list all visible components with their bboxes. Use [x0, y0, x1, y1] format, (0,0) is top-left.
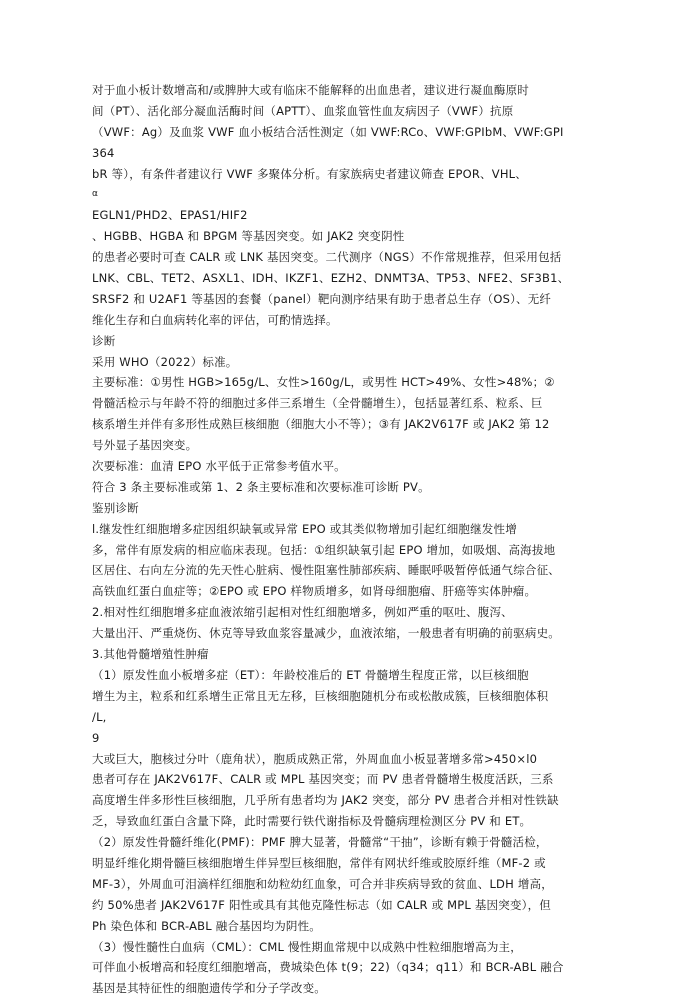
- text-line: l.继发性红细胞增多症因组织缺氧或异常 EPO 或其类似物增加引起红细胞继发性增: [92, 521, 517, 536]
- text-line: 明显纤维化期骨髓巨核细胞增生伴异型巨核细胞，常伴有网状纤维或胶原纤维（MF-2 或: [92, 855, 546, 870]
- text-line: SRSF2 和 U2AF1 等基因的套餐（panel）靶向测序结果有助于患者总生存（OS）、无纤: [92, 291, 552, 306]
- text-line: 对于血小板计数增高和/或脾肿大或有临床不能解释的出血患者，建议进行凝血酶原时: [92, 83, 529, 97]
- text-line: 号外显子基因突变。: [92, 438, 198, 453]
- text-line: LNK、CBL、TET2、ASXL1、IDH、IKZF1、EZH2、DNMT3A、TP53、NFE2、SF3B1、: [92, 271, 570, 286]
- text-line: 采用 WHO（2022）标准。: [92, 354, 238, 369]
- text-line: （1）原发性血小板增多症（ET）：年龄校准后的 ET 骨髓增生程度正常，以巨核细胞: [92, 667, 529, 682]
- text-line: 高铁血红蛋白血症等；②EPO 或 EPO 样物质增多，如肾母细胞瘤、肝癌等实体肿瘤。: [92, 584, 537, 599]
- text-line: MF-3），外周血可泪滴样红细胞和幼粒幼红血象，可合并非疾病导致的贫血、LDH 增高，: [92, 876, 553, 891]
- document-body: [92, 80, 612, 999]
- text-line: 区居住、右向左分流的先天性心脏病、慢性阻塞性肺部疾病、睡眠呼吸暂停低通气综合征、: [92, 563, 560, 578]
- text-line: Ph 染色体和 BCR-ABL 融合基因均为阴性。: [92, 918, 321, 933]
- text-line: （2）原发性骨髓纤维化(PMF)：PMF 脾大显著，骨髓常“干抽”，诊断有赖于骨髓活检，: [92, 835, 548, 850]
- text-line: 基因是其特征性的细胞遗传学和分子学改变。: [92, 981, 326, 996]
- text-line: 核系增生并伴有多形性成熟巨核细胞（细胞大小不等）；③有 JAK2V617F 或 JAK2 第 12: [92, 417, 550, 432]
- text-line: 高度增生伴多形性巨核细胞，几乎所有患者均为 JAK2 突变，部分 PV 患者合并相对性铁缺: [92, 793, 559, 808]
- text-line: EGLN1/PHD2、EPAS1/HIF2: [92, 208, 248, 223]
- section-heading: 诊断: [92, 333, 116, 348]
- text-line: 9: [92, 730, 100, 745]
- text-line: 增生为主，粒系和红系增生正常且无左移，巨核细胞随机分布或松散成簇，巨核细胞体积: [92, 688, 549, 703]
- section-heading: 鉴别诊断: [92, 500, 139, 515]
- text-line: （VWF：Ag）及血浆 VWF 血小板结合活性测定（如 VWF:RCo、VWF:GPⅠbM、VWF:GPⅠ: [92, 124, 564, 139]
- text-line: /L,: [92, 709, 107, 724]
- text-line: α: [92, 189, 99, 200]
- text-line: 大或巨大，胞核过分叶（鹿角状），胞质成熟正常，外周血血小板显著增多常>450×l0: [92, 751, 538, 766]
- text-line: 约 50%患者 JAK2V617F 阳性或具有其他克隆性标志（如 CALR 或 MPL 基因突变），但: [92, 897, 552, 912]
- text-line: 次要标准：血清 EPO 水平低于正常参考值水平。: [92, 459, 346, 474]
- text-line: 符合 3 条主要标准或第 1、2 条主要标准和次要标准可诊断 PV。: [92, 479, 430, 494]
- text-line: 间（PT）、活化部分凝血活酶时间（APTT）、血浆血管性血友病因子（VWF）抗原: [92, 103, 514, 118]
- text-line: 骨髓活检示与年龄不符的细胞过多伴三系增生（全骨髓增生），包括显著红系、粒系、巨: [92, 396, 543, 411]
- text-line: 乏，导致血红蛋白含量下降，此时需要行铁代谢指标及骨髓病理检测区分 PV 和 ET。: [92, 814, 532, 829]
- text-line: 多，常伴有原发病的相应临床表现。包括：①组织缺氧引起 EPO 增加，如吸烟、高海拔地: [92, 542, 556, 557]
- text-line: 可伴血小板增高和轻度红细胞增高，费城染色体 t(9；22)（q34；q11）和 BCR-ABL 融合: [92, 960, 564, 975]
- text-line: 维化生存和白血病转化率的评估，可酌情选择。: [92, 312, 338, 327]
- text-line: bR 等），有条件者建议行 VWF 多聚体分析。有家族病史者建议筛查 EPOR、VHL、: [92, 166, 527, 181]
- subsection-heading: 3.其他骨髓增殖性肿瘤: [92, 647, 209, 662]
- text-line: 2.相对性红细胞增多症血液浓缩引起相对性红细胞增多，例如严重的呕吐、腹泻、: [92, 605, 513, 620]
- text-line: 大量出汗、严重烧伤、休克等导致血浆容量减少，血液浓缩，一般患者有明确的前驱病史。: [92, 626, 560, 641]
- text-line: 主要标准：①男性 HGB>165g/L、女性>160g/L，或男性 HCT>49%、女性>48%；②: [92, 375, 555, 390]
- text-line: 、HGBB、HGBA 和 BPGM 等基因突变。如 JAK2 突变阴性: [92, 229, 405, 244]
- text-line: 364: [92, 145, 115, 160]
- text-line: 患者可存在 JAK2V617F、CALR 或 MPL 基因突变；而 PV 患者骨髓增生极度活跃，三系: [92, 772, 554, 787]
- text-line: 的患者必要时可查 CALR 或 LNK 基因突变。二代测序（NGS）不作常规推荐，但采用包括: [92, 250, 562, 265]
- text-line: （3）慢性髓性白血病（CML）：CML 慢性期血常规中以成熟中性粒细胞增高为主，: [92, 939, 522, 954]
